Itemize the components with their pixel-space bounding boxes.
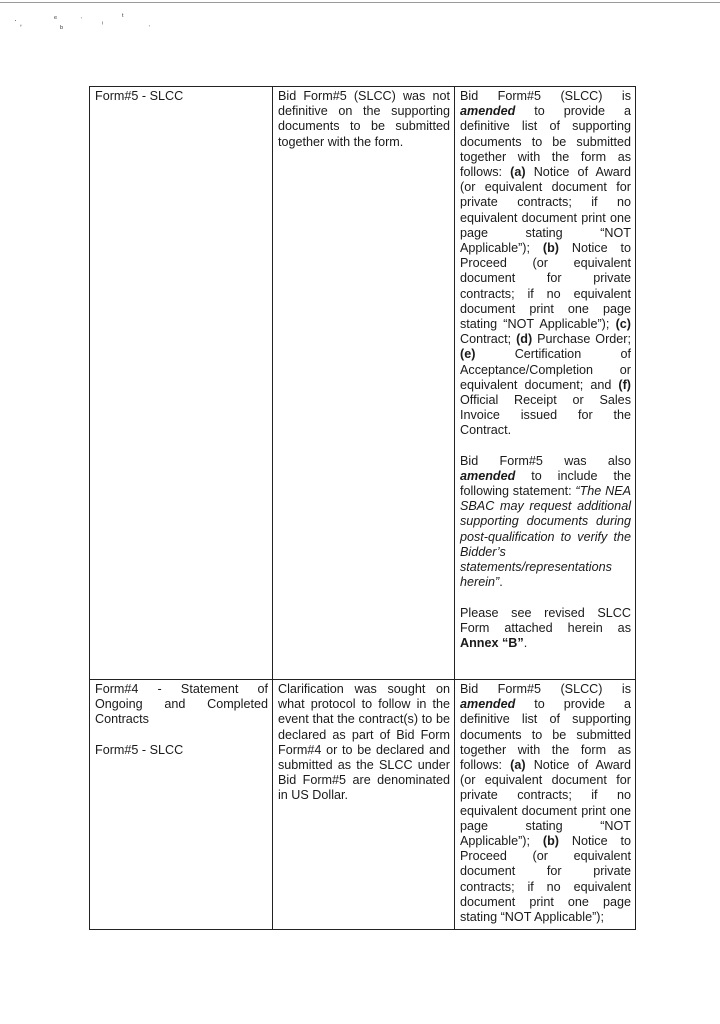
speck: ˒	[80, 12, 83, 21]
scan-specks	[10, 10, 160, 40]
speck: ʼ	[20, 24, 22, 33]
amended-emphasis: amended	[460, 697, 516, 712]
speck: ·	[14, 16, 17, 25]
quoted-statement: “The NEA SBAC may request additional supporting documents during post-qualification to verify the Bidder’s statements/representations herein”	[460, 484, 631, 590]
response-cell	[455, 87, 636, 680]
issue-text: Clarification was sought on what protocol to follow in the event that the contract(s) to be declared as part of Bid Form Form#4 or to be declared and submitted as the SLCC under Bid Form#5 are denominated in US Dollar.	[278, 682, 450, 803]
annex-reference: Annex “B”	[460, 635, 524, 650]
table-row	[90, 680, 636, 930]
speck: ᵗ	[122, 12, 124, 21]
scan-top-edge	[0, 2, 720, 3]
response-cell	[455, 680, 636, 930]
response-paragraph: Bid Form#5 (SLCC) is amended to provide a definitive list of supporting documents to be submitted together with the form as follows: (a) Notice of Award (or equivalent document for private contracts; if no equivalent document print one page stating “NOT Applicable”); (b) Notice to Proceed (or equivalent document for private contracts; if no equivalent document print one page stating “NOT Applicable”);	[460, 682, 631, 925]
response-paragraph: Bid Form#5 (SLCC) is amended to provide a definitive list of supporting documents to be submitted together with the form as follows: (a) Notice of Award (or equivalent document for private contracts; if no equivalent document print one page stating “NOT Applicable”); (b) Notice to Proceed (or equivalent document for private contracts; if no equivalent document print one page stating “NOT Applicable”); (c) Contract; (d) Purchase Order; (e) Certification of Acceptance/Completion or equivalent document; and (f) Official Receipt or Sales Invoice issued for the Contract.	[460, 89, 631, 438]
response-paragraph: Please see revised SLCC Form attached herein as Annex “B”.	[460, 605, 631, 650]
response-paragraph: Bid Form#5 was also amended to include the following statement: “The NEA SBAC may request additional supporting documents during post-qualification to verify the Bidder’s statements/representations herein”.	[460, 453, 631, 590]
speck: ᵇ	[60, 24, 64, 33]
form-label: Form#4 - Statement of Ongoing and Completed Contracts	[95, 682, 268, 727]
speck: ˓	[148, 20, 151, 29]
speck: ᵉ	[54, 14, 57, 23]
form-label: Form#5 - SLCC	[95, 742, 184, 757]
form-label: Form#5 - SLCC	[95, 89, 184, 103]
form-cell	[90, 680, 273, 930]
amended-emphasis: amended	[460, 104, 516, 119]
amendments-table	[89, 86, 636, 930]
issue-cell	[273, 87, 455, 680]
speck: ⁱ	[102, 20, 104, 29]
issue-text: Bid Form#5 (SLCC) was not definitive on the supporting documents to be submitted together with the form.	[278, 89, 450, 149]
issue-cell	[273, 680, 455, 930]
form-cell	[90, 87, 273, 680]
amended-emphasis: amended	[460, 468, 516, 483]
table-row	[90, 87, 636, 680]
